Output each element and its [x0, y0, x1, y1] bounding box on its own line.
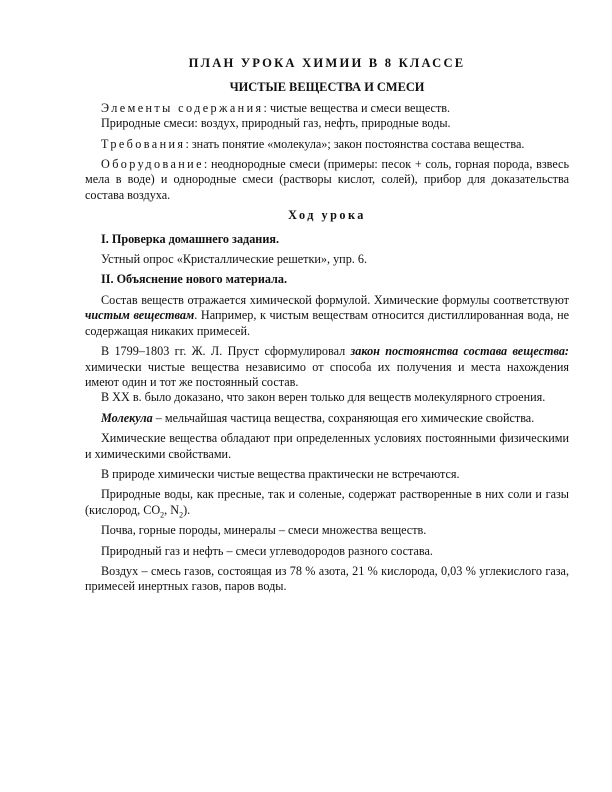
paragraph-xx-century: В XX в. было доказано, что закон верен только для веществ молекулярного строения. — [101, 390, 546, 405]
requirements-text: : знать понятие «молекула»; закон постоянства состава вещества. — [185, 136, 525, 151]
p2-text-a: В 1799–1803 гг. Ж. Л. Пруст сформулировал — [101, 344, 351, 359]
p1-emphasis: чистым веществам — [85, 308, 195, 323]
elements-paragraph — [85, 101, 569, 116]
document-title: ПЛАН УРОКА ХИМИИ В 8 КЛАССЕ — [188, 56, 466, 70]
p7-text-a: Природные воды, как пресные, так и соленые, содержат растворенные в них соли и газы (кислород, CO — [85, 487, 569, 517]
paragraph-nature: В природе химически чистые вещества практически не встречаются. — [101, 466, 460, 481]
paragraph-gas-oil: Природный газ и нефть – смеси углеводородов разного состава. — [101, 543, 433, 558]
oral-survey-paragraph: Устный опрос «Кристаллические решетки», упр. 6. — [101, 252, 368, 267]
p7-text-end: ). — [183, 502, 191, 517]
section1-heading: I. Проверка домашнего задания. — [101, 231, 279, 246]
p4-text-b: – мельчайшая частица вещества, сохраняющая его химические свойства. — [152, 410, 535, 425]
document-subtitle: ЧИСТЫЕ ВЕЩЕСТВА И СМЕСИ — [229, 80, 425, 95]
elements-label: Элементы содержания — [101, 100, 264, 115]
equipment-text: : неоднородные смеси (примеры: песок + соль, горная порода, взвесь мела в воде) и однородные смеси (растворы кислот, солей), прибор для доказательства состава воздуха. — [85, 157, 569, 202]
document-content — [85, 56, 569, 595]
p2-text-c: химически чистые вещества независимо от способа их получения и места нахождения имеют один и тот же постоянный состав. — [85, 359, 569, 389]
paragraph-air: Воздух – смесь газов, состоящая из 78 % азота, 21 % кислорода, 0,03 % углекислого газа, примесей инертных газов, паров воды. — [85, 563, 569, 594]
p7-sub-2: 2 — [179, 510, 184, 520]
paragraph-proust — [85, 344, 569, 390]
paragraph-soil: Почва, горные породы, минералы – смеси множества веществ. — [101, 523, 427, 538]
paragraph-properties: Химические вещества обладают при определенных условиях постоянными физическими и химическими свойствами. — [85, 431, 569, 461]
p7-sub-1: 2 — [160, 510, 165, 520]
requirements-paragraph — [85, 137, 569, 152]
lesson-heading: Ход урока — [288, 208, 366, 223]
p1-text-a: Состав веществ отражается химической формулой. Химические формулы соответствуют — [101, 292, 569, 307]
p1-text-c: . Например, к чистым веществам относится дистиллированная вода, не содержащая никаких примесей. — [85, 308, 569, 338]
requirements-label: Требования — [101, 136, 186, 151]
equipment-label: Оборудование — [101, 157, 204, 172]
paragraph-formula — [85, 293, 569, 339]
p7-text-mid: , N — [164, 502, 180, 517]
p4-emphasis: Молекула — [101, 410, 153, 425]
section2-heading: II. Объяснение нового материала. — [101, 272, 288, 287]
elements-text: : чистые вещества и смеси веществ. — [263, 100, 451, 115]
paragraph-waters — [85, 487, 569, 518]
paragraph-molecule — [85, 411, 569, 426]
equipment-paragraph — [85, 157, 569, 203]
natural-mixtures-paragraph: Природные смеси: воздух, природный газ, нефть, природные воды. — [101, 116, 451, 131]
p2-emphasis: закон постоянства состава вещества: — [350, 344, 569, 359]
